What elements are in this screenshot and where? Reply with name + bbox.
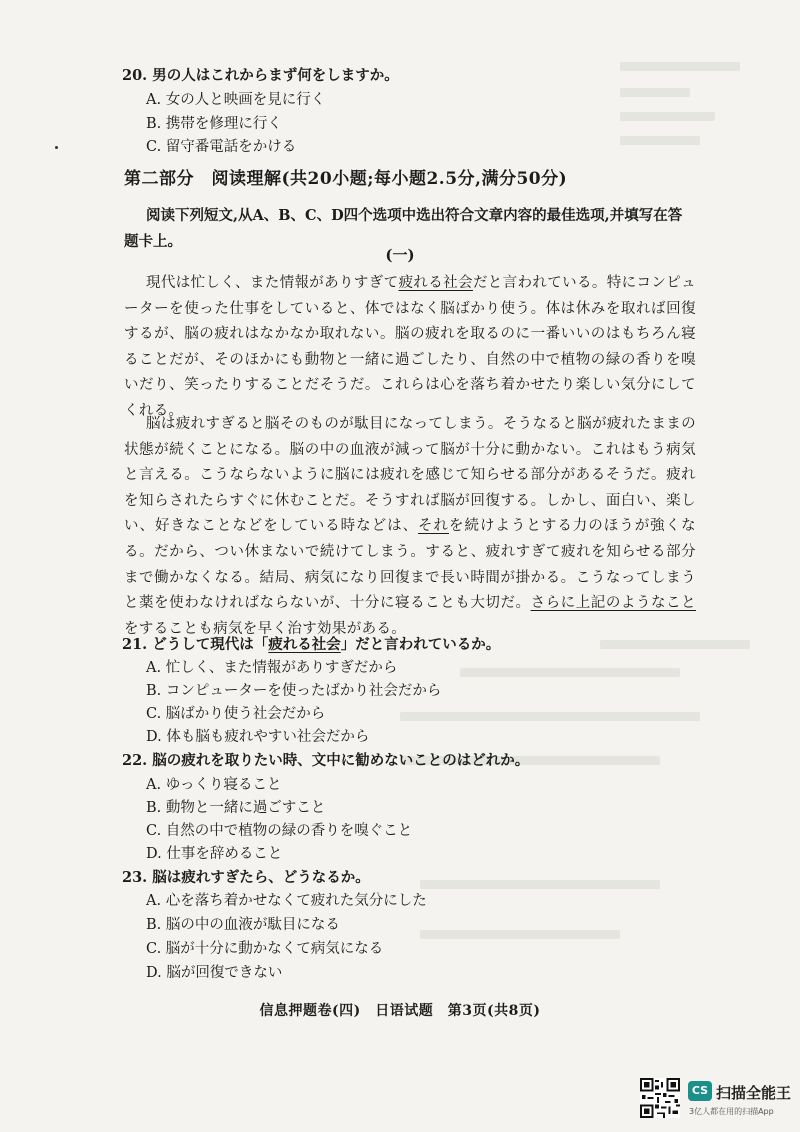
question-20-stem: 20. 男の人はこれからまず何をしますか。: [122, 67, 399, 84]
section-instruction: 阅读下列短文,从A、B、C、D四个选项中选出符合文章内容的最佳选项,并填写在答题卡上。: [124, 207, 683, 250]
question-21-option-c: C. 脳ばかり使う社会だから: [146, 706, 326, 722]
question-22-option-a: A. ゆっくり寝ること: [146, 777, 282, 793]
underlined-phrase: さらに上記のようなこと: [530, 595, 696, 612]
bleed-through: [400, 712, 700, 721]
bleed-through: [620, 88, 690, 97]
page-footer: 信息押题卷(四) 日语试题 第3页(共8页): [259, 1003, 541, 1019]
question-23-option-b: B. 脳の中の血液が駄目になる: [146, 917, 340, 933]
question-22-option-c: C. 自然の中で植物の緑の香りを嗅ぐこと: [146, 823, 413, 839]
question-21-option-d: D. 体も脳も疲れやすい社会だから: [146, 729, 370, 745]
question-23-stem: 23. 脳は疲れすぎたら、どうなるか。: [122, 869, 370, 886]
section-title: 第二部分 阅读理解(共20小题;每小题2.5分,满分50分): [124, 169, 568, 189]
question-21-option-b: B. コンピューターを使ったばかり社会だから: [146, 683, 442, 699]
question-23-option-d: D. 脳が回復できない: [146, 965, 283, 981]
scanner-logo-icon: CS: [688, 1081, 712, 1101]
question-21-option-a: A. 忙しく、また情報がありすぎだから: [146, 660, 398, 676]
passage-paragraph-2: 脳は疲れすぎると脳そのものが駄目になってしまう。そうなると脳が疲れたままの状態が続くことになる。脳の中の血液が減って脳が十分に動かない。これはもう病気と言える。こうならないように脳には疲れを感じて知らせる部分があるそうだ。疲れを知らされたらすぐに休むことだ。そうすれば脳が回復する。しかし、面白い、楽しい、好きなことなどをしている時などは、それを続けようとする力のほうが強くなる。だから、つい休まないで続けてしまう。すると、疲れすぎて疲れを知らせる部分まで働かなくなる。結局、病気になり回復まで長い時間が掛かる。こうなってしまうと薬を使わなければならないが、十分に寝ることも大切だ。さらに上記のようなことをすることも病気を早く治す効果がある。: [124, 416, 696, 637]
underlined-phrase: 疲れる社会: [398, 275, 473, 291]
question-23-option-a: A. 心を落ち着かせなくて疲れた気分にした: [146, 893, 427, 909]
scanner-app-name: 扫描全能王: [716, 1084, 792, 1102]
bleed-through: [420, 880, 660, 889]
question-21-stem: 21. どうして現代は「疲れる社会」だと言われているか。: [122, 636, 501, 653]
bleed-through: [620, 112, 715, 121]
passage-number: (一): [385, 246, 415, 264]
bleed-through: [620, 62, 740, 71]
question-22-option-d: D. 仕事を辞めること: [146, 846, 283, 862]
bleed-through: [460, 668, 680, 677]
stray-mark: [55, 146, 58, 149]
question-20-option-a: A. 女の人と映画を見に行く: [146, 92, 326, 108]
passage-paragraph-1: 現代は忙しく、また情報がありすぎて疲れる社会だと言われている。特にコンピューターを使った仕事をしていると、体ではなく脳ばかり使う。体は休みを取れば回復するが、脳の疲れはなかなか取れない。脳の疲れを取るのに一番いいのはもちろん寝ることだが、そのほかにも動物と一緒に過ごしたり、自然の中で植物の緑の香りを嗅いだり、笑ったりすることだそうだ。これらは心を落ち着かせたり楽しい気分にしてくれる。: [124, 275, 697, 419]
qr-code-icon: [640, 1078, 680, 1118]
question-22-option-b: B. 動物と一緒に過ごすこと: [146, 800, 326, 816]
underlined-word: それ: [418, 518, 449, 535]
question-20-option-c: C. 留守番電話をかける: [146, 139, 297, 155]
question-22-stem: 22. 脳の疲れを取りたい時、文中に勧めないことのはどれか。: [122, 752, 530, 769]
bleed-through: [420, 930, 620, 939]
question-20-option-b: B. 携帯を修理に行く: [146, 116, 282, 132]
question-23-option-c: C. 脳が十分に動かなくて病気になる: [146, 941, 384, 957]
scanner-slogan: 3亿人都在用的扫描App: [689, 1107, 774, 1116]
underlined-phrase: 疲れる社会: [268, 636, 341, 653]
bleed-through: [620, 136, 700, 145]
